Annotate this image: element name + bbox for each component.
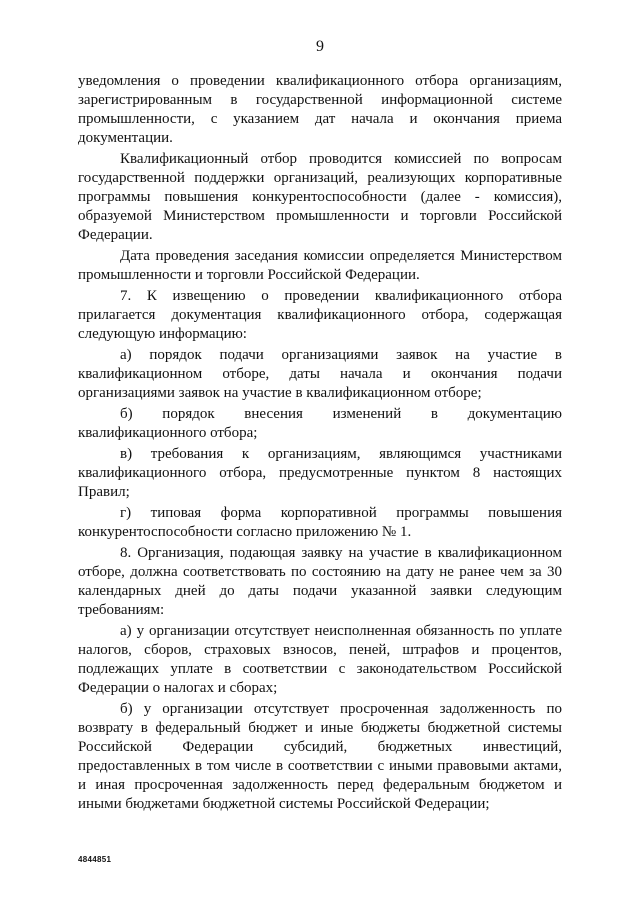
page-number: 9 xyxy=(316,38,324,55)
paragraph: Дата проведения заседания комиссии определяется Министерством промышленности и торговли Российской Федерации. xyxy=(78,248,562,283)
paragraph: уведомления о проведении квалификационного отбора организациям, зарегистрированным в государственной информационной системе промышленности, с указанием дат начала и окончания приема документации. xyxy=(78,73,562,146)
paragraph: а) у организации отсутствует неисполненная обязанность по уплате налогов, сборов, страховых взносов, пеней, штрафов и процентов, подлежащих уплате в соответствии с законодательством Российской Федерации о налогах и сборах; xyxy=(78,623,562,696)
paragraph: б) у организации отсутствует просроченная задолженность по возврату в федеральный бюджет и иные бюджеты бюджетной системы Российской Федерации субсидий, бюджетных инвестиций, предоставленных в том числе в соответствии с иными правовыми актами, и иная просроченная задолженность перед федеральным бюджетом и иными бюджетами бюджетной системы Российской Федерации; xyxy=(78,701,562,812)
paragraph: в) требования к организациям, являющимся участниками квалификационного отбора, предусмотренные пунктом 8 настоящих Правил; xyxy=(78,446,562,500)
paragraph: Квалификационный отбор проводится комиссией по вопросам государственной поддержки организаций, реализующих корпоративные программы повышения конкурентоспособности (далее - комиссия), образуемой Министерством промышленности и торговли Российской Федерации. xyxy=(78,151,562,243)
paragraph: г) типовая форма корпоративной программы повышения конкурентоспособности согласно приложению № 1. xyxy=(78,505,562,540)
document-code: 4844851 xyxy=(78,855,112,864)
document-body xyxy=(78,72,562,816)
paragraph: б) порядок внесения изменений в документацию квалификационного отбора; xyxy=(78,406,562,441)
paragraph: 7. К извещению о проведении квалификационного отбора прилагается документация квалификационного отбора, содержащая следующую информацию: xyxy=(78,288,562,342)
paragraph: а) порядок подачи организациями заявок на участие в квалификационном отборе, даты начала и окончания подачи организациями заявок на участие в квалификационном отборе; xyxy=(78,347,562,401)
paragraph: 8. Организация, подающая заявку на участие в квалификационном отборе, должна соответствовать по состоянию на дату не ранее чем за 30 календарных дней до даты подачи указанной заявки следующим требованиям: xyxy=(78,545,562,618)
